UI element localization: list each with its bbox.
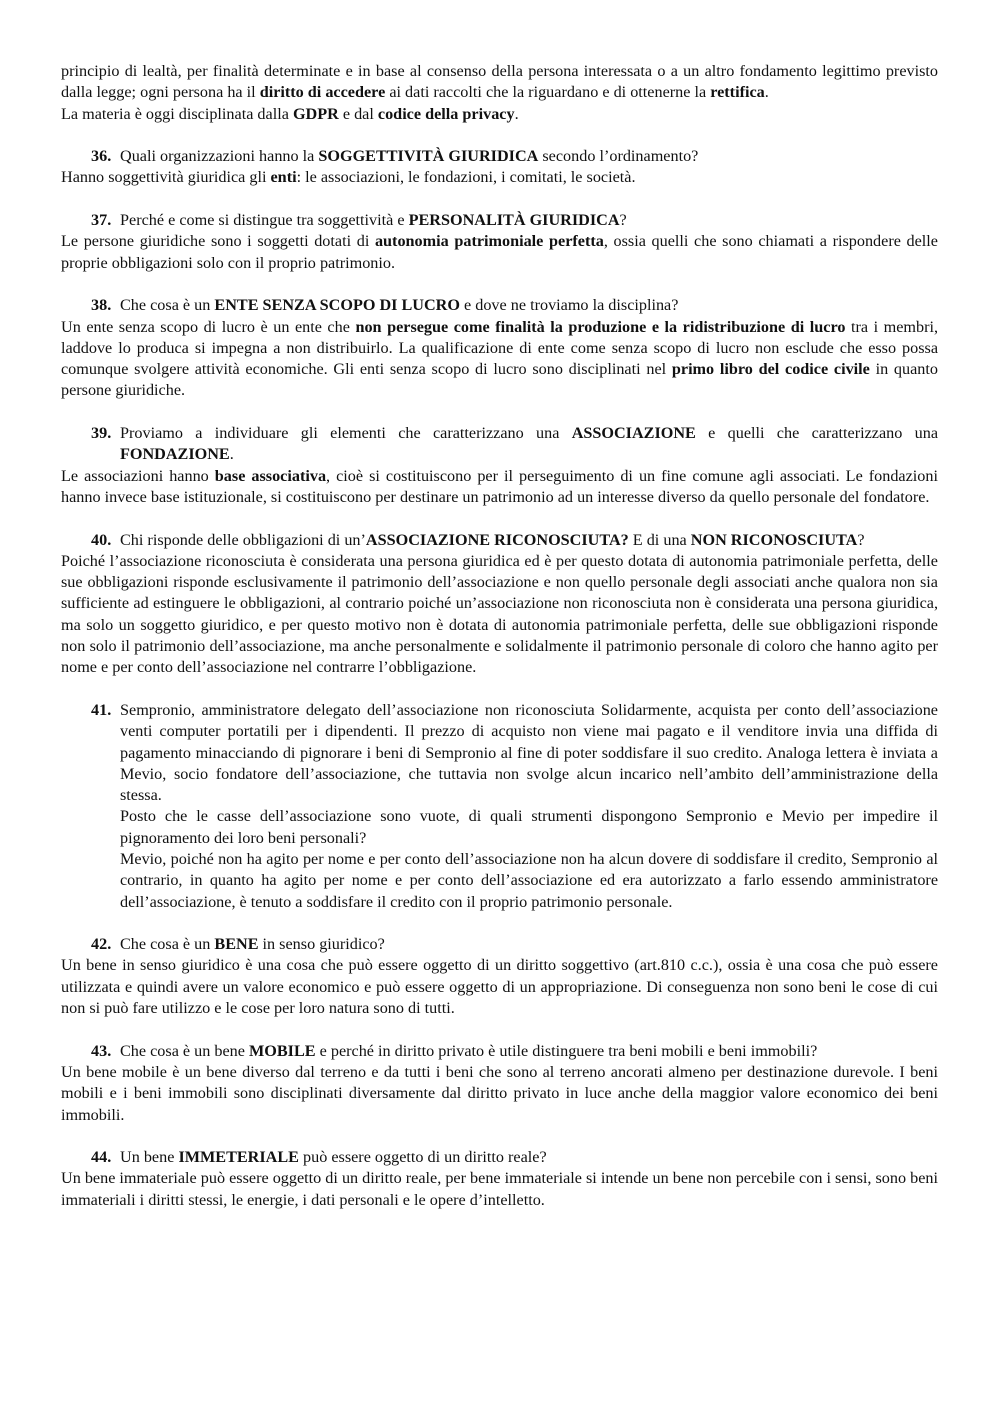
spacer (61, 913, 938, 934)
answer (61, 167, 938, 188)
question (61, 295, 938, 316)
spacer (61, 402, 938, 423)
qa-item (61, 530, 938, 679)
bold-text: MOBILE (249, 1041, 316, 1060)
text-run: Posto che le casse dell’associazione sono vuote, di quali strumenti dispongono Sempronio e Mevio per impedire il pignoramento dei loro beni personali? (120, 807, 938, 847)
text-run: Hanno soggettività giuridica gli (61, 168, 271, 187)
text-run: , cioè si costituiscono per il perseguimento di un fine comune agli associati. Le fondazioni hanno invece base istituzionale, si costituiscono per destinare un patrimonio ad un interesse diverso da quello personale del fondatore. (61, 466, 938, 506)
text-run: , ossia quelli che sono chiamati a rispondere delle proprie obbligazioni solo con il proprio patrimonio. (61, 232, 938, 272)
spacer (61, 679, 938, 700)
spacer (61, 508, 938, 529)
bold-text: IMMETERIALE (178, 1148, 299, 1167)
bold-text: non persegue come finalità la produzione e la ridistribuzione di lucro (355, 317, 846, 336)
bold-text: primo libro del codice civile (671, 360, 870, 379)
question (61, 934, 938, 955)
question-number: 44. (91, 1148, 112, 1167)
text-run: Perché e come si distingue tra soggettività e (120, 211, 409, 230)
question (61, 1041, 938, 1062)
text-run: in senso giuridico? (258, 935, 385, 954)
text-run: e perché in diritto privato è utile distinguere tra beni mobili e beni immobili? (315, 1041, 818, 1060)
text-run: Poiché l’associazione riconosciuta è considerata una persona giuridica ed è per questo dotata di autonomia patrimoniale perfetta, delle sue obbligazioni risponde esclusivamente il patrimonio dell’associazione e non quello personale degli associati anche qualora non sia sufficiente ad estinguere le obbligazioni, al contrario poiché un’associazione non riconosciuta non è considerata una persona giuridica, ma solo un soggetto giuridico, e per questo motivo non è dotata di autonomia patrimoniale perfetta, delle sue obbligazioni risponde non solo il patrimonio dell’associazione, ma anche personalmente e solidalmente il patrimonio personale di coloro che hanno agito per nome e per conto dell’associazione nel contrarre l’obbligazione. (61, 551, 938, 677)
text-run: ? (857, 530, 865, 549)
question-number: 39. (91, 424, 112, 443)
qa-item (61, 1147, 938, 1211)
bold-text: enti (270, 168, 297, 187)
question-number: 38. (91, 296, 112, 315)
text-run: Che cosa è un bene (120, 1041, 250, 1060)
spacer (61, 1019, 938, 1040)
question (61, 146, 938, 167)
question (61, 700, 938, 806)
qa-list (61, 125, 938, 1211)
question (61, 423, 938, 466)
text-run: Sempronio, amministratore delegato dell’associazione non riconosciuta Solidarmente, acquista per conto dell’associazione venti computer portatili per i dipendenti. Il prezzo di acquisto non viene mai pagato e il venditore invia una diffida di pagamento minacciando di pignorare i beni di Sempronio al fine di poter soddisfare il suo credito. Analoga lettera è inviata a Mevio, socio fondatore dell’associazione, che tuttavia non svolge alcun incarico nell’ambito dell’amministrazione della stessa. (120, 700, 938, 805)
qa-item (61, 934, 938, 1019)
text-run: Che cosa è un (120, 935, 215, 954)
text-run: Quali organizzazioni hanno la (120, 147, 319, 166)
intro-paragraph (61, 61, 938, 104)
bold-text: rettifica (710, 83, 765, 102)
text-run: ? (619, 211, 627, 230)
text-run: può essere oggetto di un diritto reale? (298, 1148, 547, 1167)
text-run: Un bene in senso giuridico è una cosa che può essere oggetto di un diritto soggettivo (art.810 c.c.), ossia è una cosa che può essere utilizzata e quindi avere un valore economico e può essere oggetto di un appropriazione. Di conseguenza non sono beni le cose di cui non si può fare utilizzo e le cose per loro natura sono di tutti. (61, 956, 938, 1018)
bold-text: NON RICONOSCIUTA (690, 530, 858, 549)
text-run: e dove ne troviamo la disciplina? (459, 296, 679, 315)
bold-text: autonomia patrimoniale perfetta (374, 232, 604, 251)
text-run: secondo l’ordinamento? (538, 147, 699, 166)
question-number: 43. (91, 1041, 112, 1060)
answer (61, 317, 938, 402)
spacer (61, 274, 938, 295)
intro-section (61, 61, 938, 125)
answer (61, 849, 938, 913)
qa-item (61, 295, 938, 401)
text-run: e dal (338, 104, 378, 123)
text-run: principio di lealtà, per finalità determinate e in base al consenso della persona interessata o a un altro fondamento legittimo previsto dalla legge; ogni persona ha il (61, 62, 938, 102)
question-continued (61, 806, 938, 849)
text-run: Mevio, poiché non ha agito per nome e per conto dell’associazione non ha alcun dovere di soddisfare il credito, Sempronio al contrario, in quanto ha agito per nome e per conto dell’associazione ed era autorizzato a farlo essendo amministratore dell’associazione, è tenuto a soddisfare il credito con il proprio patrimonio personale. (120, 849, 938, 911)
qa-item (61, 700, 938, 913)
text-run: ai dati raccolti che la riguardano e di ottenerne la (385, 83, 711, 102)
answer (61, 466, 938, 509)
qa-item (61, 146, 938, 189)
bold-text: diritto di accedere (259, 83, 386, 102)
bold-text: codice della privacy (377, 104, 515, 123)
intro-paragraph (61, 104, 938, 125)
question (61, 1147, 938, 1168)
question-number: 41. (91, 700, 112, 719)
bold-text: ENTE SENZA SCOPO DI LUCRO (214, 296, 460, 315)
text-run: Un bene (120, 1148, 179, 1167)
text-run: Proviamo a individuare gli elementi che caratterizzano una (120, 424, 572, 443)
text-run: Che cosa è un (120, 296, 215, 315)
text-run: Chi risponde delle obbligazioni di un’ (120, 530, 366, 549)
text-run: E di una (628, 530, 691, 549)
question-number: 40. (91, 530, 112, 549)
answer (61, 1168, 938, 1211)
qa-item (61, 423, 938, 508)
text-run: Un ente senza scopo di lucro è un ente che (61, 317, 356, 336)
text-run: Un bene immateriale può essere oggetto di un diritto reale, per bene immateriale si intende un bene non percebile con i sensi, sono beni immateriali i diritti stessi, le energie, i dati personali e le opere d’intelletto. (61, 1169, 938, 1209)
answer (61, 955, 938, 1019)
spacer (61, 125, 938, 146)
spacer (61, 1126, 938, 1147)
bold-text: ASSOCIAZIONE (571, 424, 696, 443)
text-run: Un bene mobile è un bene diverso dal terreno e da tutti i beni che sono al terreno ancorati almeno per destinazione durevole. I beni mobili e i beni immobili sono disciplinati diversamente dal diritto privato in luce anche della maggior valore economico dei beni immobili. (61, 1062, 938, 1124)
text-run: . (229, 445, 234, 464)
question (61, 210, 938, 231)
qa-item (61, 1041, 938, 1126)
text-run: Le persone giuridiche sono i soggetti dotati di (61, 232, 375, 251)
bold-text: GDPR (292, 104, 339, 123)
document-page (61, 61, 938, 1211)
bold-text: SOGGETTIVITÀ GIURIDICA (318, 147, 539, 166)
answer (61, 1062, 938, 1126)
text-run: in quanto persone giuridiche. (61, 360, 938, 400)
text-run: : le associazioni, le fondazioni, i comitati, le società. (296, 168, 636, 187)
qa-item (61, 210, 938, 274)
text-run: . (764, 83, 769, 102)
question-number: 37. (91, 211, 112, 230)
text-run: Le associazioni hanno (61, 466, 215, 485)
text-run: La materia è oggi disciplinata dalla (61, 104, 293, 123)
question (61, 530, 938, 551)
question-number: 42. (91, 935, 112, 954)
text-run: e quelli che caratterizzano una (695, 424, 938, 443)
answer (61, 231, 938, 274)
spacer (61, 189, 938, 210)
bold-text: base associativa (214, 466, 327, 485)
bold-text: ASSOCIAZIONE RICONOSCIUTA? (365, 530, 629, 549)
bold-text: BENE (214, 935, 259, 954)
text-run: tra i membri, laddove lo produca si impegna a non distribuirlo. La qualificazione di ente come senza scopo di lucro non esclude che esso possa comunque svolgere attività economiche. Gli enti senza scopo di lucro sono disciplinati nel (61, 317, 939, 379)
text-run: . (514, 104, 519, 123)
bold-text: PERSONALITÀ GIURIDICA (408, 211, 620, 230)
bold-text: FONDAZIONE (120, 445, 230, 464)
answer (61, 551, 938, 679)
question-number: 36. (91, 147, 112, 166)
